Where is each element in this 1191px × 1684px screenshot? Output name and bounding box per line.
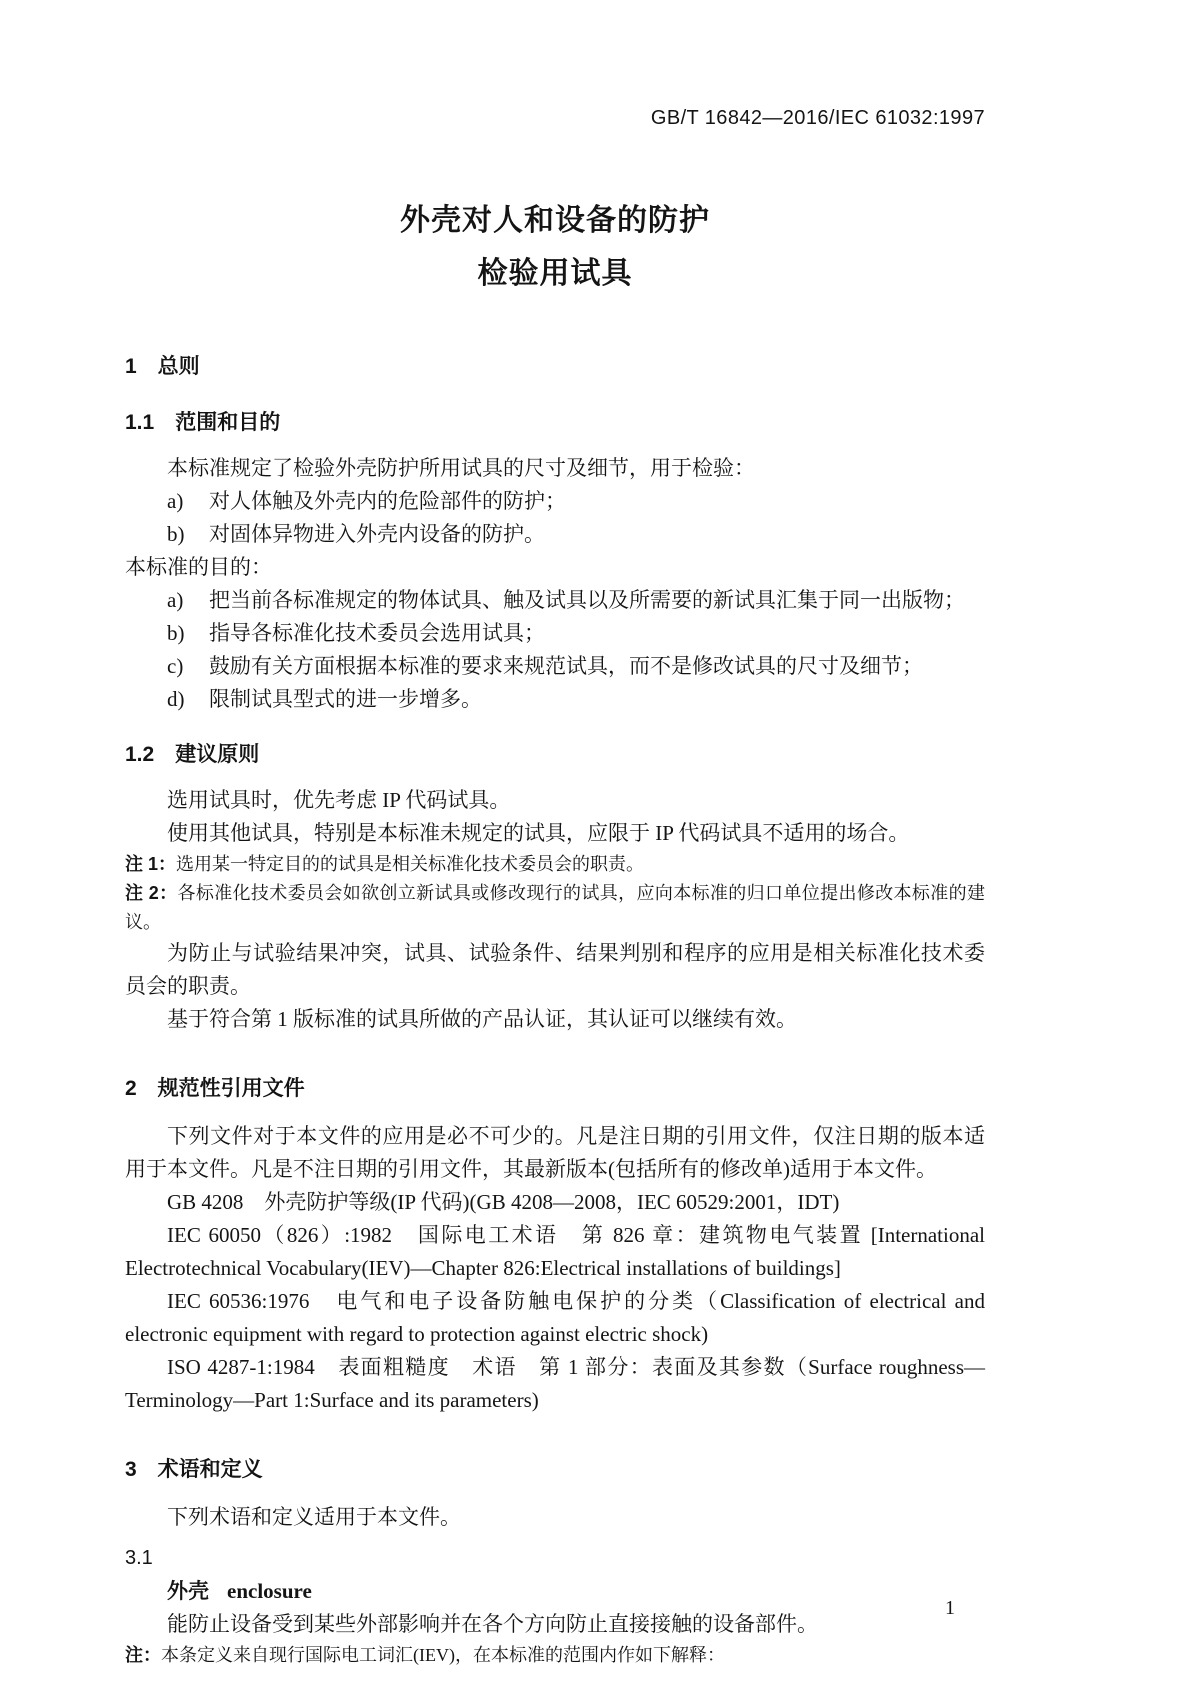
term-definition: 能防止设备受到某些外部影响并在各个方向防止直接接触的设备部件。 — [167, 1612, 818, 1636]
list-label: c) — [167, 654, 184, 678]
term-number: 3.1 — [125, 1547, 153, 1569]
purpose-list-item-a — [125, 584, 985, 617]
note-2 — [125, 879, 985, 937]
title-line-1: 外壳对人和设备的防护 — [400, 204, 710, 237]
scope-list-item-a — [125, 485, 985, 518]
list-label: a) — [167, 489, 184, 513]
list-text: 限制试具型式的进一步增多。 — [209, 687, 482, 711]
recommend-paragraph-3: 为防止与试验结果冲突，试具、试验条件、结果判别和程序的应用是相关标准化技术委员会的职责。 — [125, 941, 985, 998]
note-2-label: 注 2： — [125, 883, 178, 903]
page-number: 1 — [945, 1597, 955, 1619]
reference-gb-4208: GB 4208 外壳防护等级(IP 代码)(GB 4208—2008，IEC 60529:2001，IDT) — [167, 1190, 840, 1214]
terms-intro-paragraph: 下列术语和定义适用于本文件。 — [167, 1505, 461, 1529]
reference-iso-4287: ISO 4287-1:1984 表面粗糙度 术语 第 1 部分：表面及其参数（Surface roughness—Terminology—Part 1:Surface and its parameters) — [125, 1355, 985, 1412]
list-text: 指导各标准化技术委员会选用试具； — [209, 621, 545, 645]
list-label: b) — [167, 621, 185, 645]
note-1 — [125, 850, 985, 879]
term-name-en: enclosure — [227, 1579, 312, 1603]
section-3-heading: 3 术语和定义 — [125, 1458, 263, 1481]
term-line — [125, 1575, 985, 1608]
reference-iec-60536: IEC 60536:1976 电气和电子设备防触电保护的分类（Classification of electrical and electronic equipment with regard to protection against electric shock) — [125, 1289, 985, 1346]
recommend-paragraph-2: 使用其他试具，特别是本标准未规定的试具，应限于 IP 代码试具不适用的场合。 — [167, 821, 910, 845]
scope-intro-paragraph: 本标准规定了检验外壳防护所用试具的尺寸及细节，用于检验： — [167, 456, 755, 480]
section-1-heading: 1 总则 — [125, 355, 200, 378]
note-2-text: 各标准化技术委员会如欲创立新试具或修改现行的试具，应向本标准的归口单位提出修改本标准的建议。 — [125, 883, 986, 932]
list-label: d) — [167, 687, 185, 711]
recommend-paragraph-4: 基于符合第 1 版标准的试具所做的产品认证，其认证可以继续有效。 — [167, 1007, 797, 1031]
recommend-paragraph-1: 选用试具时，优先考虑 IP 代码试具。 — [167, 788, 511, 812]
purpose-intro-paragraph: 本标准的目的： — [125, 555, 272, 579]
scope-list-item-b — [125, 518, 985, 551]
title-line-2: 检验用试具 — [477, 257, 633, 290]
doc-number: GB/T 16842—2016/IEC 61032:1997 — [650, 107, 985, 129]
list-label: b) — [167, 522, 185, 546]
list-text: 对固体异物进入外壳内设备的防护。 — [209, 522, 545, 546]
section-1-1-heading: 1.1 范围和目的 — [125, 411, 281, 434]
list-text: 把当前各标准规定的物体试具、触及试具以及所需要的新试具汇集于同一出版物； — [209, 588, 965, 612]
note-1-label: 注 1： — [125, 854, 177, 874]
term-note-text: 本条定义来自现行国际电工词汇(IEV)，在本标准的范围内作如下解释： — [161, 1645, 725, 1665]
list-label: a) — [167, 588, 184, 612]
list-text: 对人体触及外壳内的危险部件的防护； — [209, 489, 566, 513]
section-2-heading: 2 规范性引用文件 — [125, 1077, 305, 1100]
purpose-list-item-d — [125, 683, 985, 716]
list-text: 鼓励有关方面根据本标准的要求来规范试具，而不是修改试具的尺寸及细节； — [209, 654, 923, 678]
purpose-list-item-b — [125, 617, 985, 650]
section-1-2-heading: 1.2 建议原则 — [125, 743, 260, 766]
reference-iec-60050: IEC 60050（826）:1982 国际电工术语 第 826 章：建筑物电气装置 [International Electrotechnical Vocabulary(IEV)—Chapter 826:Electrical installations of buildings] — [125, 1223, 985, 1280]
note-1-text: 选用某一特定目的的试具是相关标准化技术委员会的职责。 — [176, 854, 645, 874]
term-name-zh: 外壳 — [167, 1580, 209, 1603]
normative-intro-paragraph: 下列文件对于本文件的应用是必不可少的。凡是注日期的引用文件，仅注日期的版本适用于本文件。凡是不注日期的引用文件，其最新版本(包括所有的修改单)适用于本文件。 — [125, 1124, 985, 1181]
term-note — [125, 1641, 985, 1670]
purpose-list-item-c — [125, 650, 985, 683]
document-title — [125, 194, 985, 300]
term-note-label: 注： — [125, 1645, 161, 1665]
